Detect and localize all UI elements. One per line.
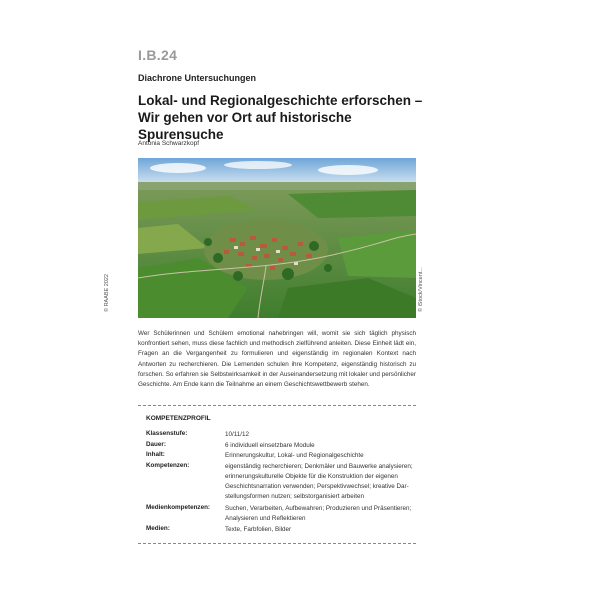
author-name: Antonia Schwarzkopf <box>138 140 200 147</box>
profile-value-line: Suchen, Verarbeiten, Aufbewahren; Produzieren und Präsentieren; <box>225 504 412 512</box>
profile-value-line: 6 individuell einsetzbare Module <box>225 441 315 449</box>
aerial-village-photo <box>138 158 416 318</box>
profile-value <box>225 504 417 524</box>
profile-value-line: eigenständig recherchieren; Denkmäler und Bauwerke analysieren; <box>225 462 413 470</box>
profile-value-line: erinnerungskulturelle Objekte für die Konstruktion der eigenen <box>225 472 398 480</box>
profile-value-line: Erinnerungskultur, Lokal- und Regionalgeschichte <box>225 452 364 459</box>
profile-label: Kompetenzen: <box>146 461 190 469</box>
profile-bottom-rule <box>138 543 416 544</box>
intro-paragraph: Wer Schülerinnen und Schülern emotional nahebringen will, womit sie sich täglich physisch konfrontiert sehen, muss diese fachlich und methodisch zielführend anleiten. Diese Einheit lädt ein, Fragen an die Vergangenheit zu formulieren und eigenständig im regionalen Kontext nach Antworten zu recherchieren. Die Lernenden schulen ihre Kompetenz, eigenständig historisch zu forschen. So erfahren sie Selbstwirksamkeit in der Auseinandersetzung mit lokaler und persönlicher Geschichte. Am Ende kann die Teilnahme an einem Geschichtswettbewerb stehen. <box>138 330 416 389</box>
profile-value <box>225 525 417 535</box>
profile-value <box>225 430 417 440</box>
profile-label: Inhalt: <box>146 451 165 458</box>
profile-top-rule <box>138 405 416 406</box>
title-line-1: Lokal- und Regionalgeschichte erforschen – <box>138 93 423 108</box>
profile-value <box>225 462 417 503</box>
profile-value-line: Analysieren und Reflektieren <box>225 514 306 522</box>
profile-value-line: Geschichtsnarration verwenden; Perspektivwechsel; kreative Dar- <box>225 482 409 490</box>
profile-value <box>225 451 417 461</box>
series-code: I.B.24 <box>138 47 178 63</box>
profile-heading: KOMPETENZPROFIL <box>146 415 211 422</box>
profile-value-line: 10/11/12 <box>225 431 250 438</box>
profile-value-line: Texte, Farbfolien, Bilder <box>225 525 292 533</box>
profile-label: Dauer: <box>146 440 166 448</box>
title-line-2: Wir gehen vor Ort auf historische Spurensuche <box>138 110 352 142</box>
profile-value <box>225 441 417 451</box>
photo-credit: © iStock/Vincent... <box>418 267 424 312</box>
profile-label: Medienkompetenzen: <box>146 503 211 511</box>
profile-value-line: stellungsformen nutzen; selbstorganisiert arbeiten <box>225 493 364 501</box>
profile-label: Medien: <box>146 524 170 532</box>
profile-label: Klassenstufe: <box>146 430 188 437</box>
copyright-raabe: © RAABE 2022 <box>104 274 110 312</box>
document-title <box>138 92 438 143</box>
section-heading: Diachrone Untersuchungen <box>138 73 257 83</box>
